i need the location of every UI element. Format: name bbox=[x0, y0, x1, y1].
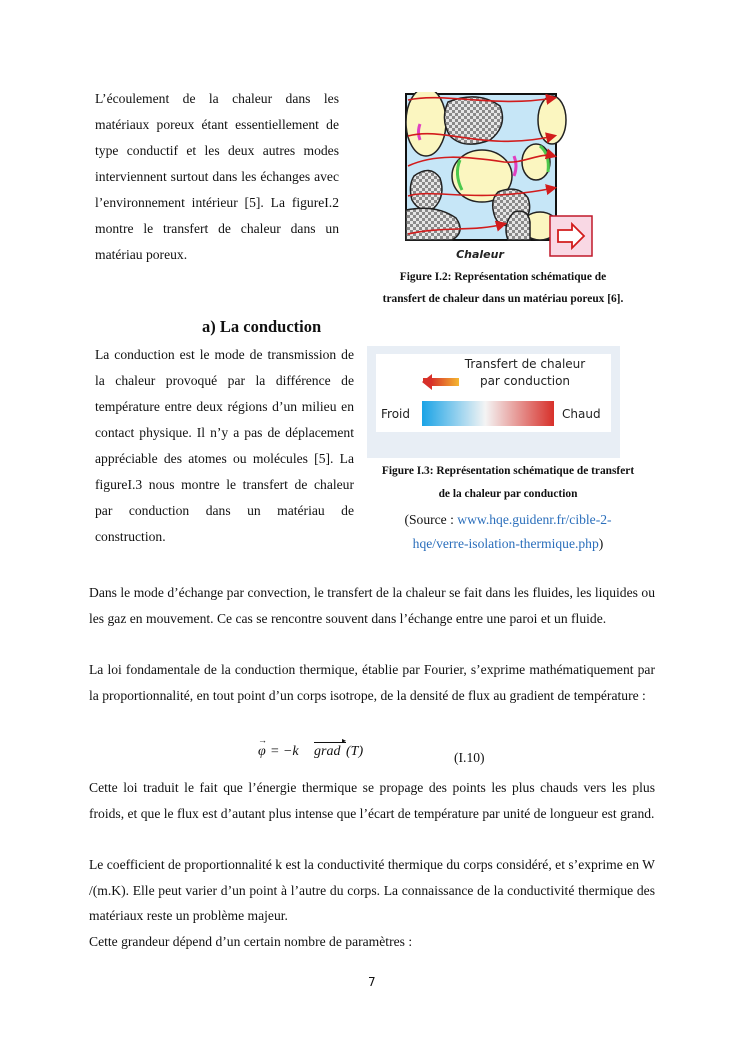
grad-arrow-icon: ▸ bbox=[342, 736, 347, 745]
chaleur-label: Chaleur bbox=[456, 248, 504, 260]
figure-porous-material bbox=[404, 92, 594, 260]
page-number: 7 bbox=[368, 975, 376, 989]
section-heading-conduction: a) La conduction bbox=[202, 317, 322, 336]
intro-paragraph: L’écoulement de la chaleur dans les matériaux poreux étant essentiellement de type conductif et les deux autres modes interviennent surtout dans les échanges avec l’environnement intérieur [5]. La figureI.2 montre le transfert de chaleur dans un matériau poreux. bbox=[95, 91, 339, 262]
conduction-paragraph: La conduction est le mode de transmission de la chaleur provoqué par la différence de température entre deux régions d’un milieu en contact physique. Il n’y a pas de déplacement appréciable des atomes ou molécules [5]. La figureI.3 nous montre le transfert de chaleur par conduction dans un matériau de construction. bbox=[95, 347, 354, 544]
paragraph-fourier-law: La loi fondamentale de la conduction thermique, établie par Fourier, s’exprime mathématiquement par la proportionnalité, en tout point d’un corps isotrope, de la densité de flux au gradient de température : bbox=[89, 662, 655, 703]
figure3-caption-line2: de la chaleur par conduction bbox=[438, 488, 578, 500]
vector-arrow-icon: → bbox=[258, 735, 267, 745]
figure2-caption-line1: Figure I.2: Représentation schématique de bbox=[399, 271, 607, 283]
source-prefix: (Source : bbox=[404, 512, 458, 527]
source-link-part2[interactable]: hqe/verre-isolation-thermique.php bbox=[412, 536, 599, 551]
froid-label: Froid bbox=[381, 407, 410, 421]
figure2-caption-line2: transfert de chaleur dans un matériau poreux [6]. bbox=[382, 293, 624, 305]
source-link-part1[interactable]: www.hqe.guidenr.fr/cible-2- bbox=[457, 512, 612, 527]
figure3-caption-line1: Figure I.3: Représentation schématique de transfert bbox=[381, 465, 635, 477]
porous-diagram bbox=[404, 92, 594, 260]
conduction-schematic bbox=[367, 346, 620, 458]
fig3-title-line2: par conduction bbox=[479, 374, 571, 388]
temperature-gradient-bar bbox=[422, 401, 554, 426]
paragraph-convection: Dans le mode d’échange par convection, le transfert de la chaleur se fait dans les fluides, les liquides ou les gaz en mouvement. Ce cas se rencontre souvent dans l’échange entre une paroi et un fluide. bbox=[89, 585, 655, 626]
equation-grad: grad bbox=[314, 744, 341, 759]
figure2-caption bbox=[370, 266, 636, 310]
figure-conduction-diagram bbox=[367, 346, 620, 458]
equation-equals: = −k bbox=[270, 744, 299, 759]
equation-phi: φ bbox=[258, 744, 266, 759]
figure3-caption bbox=[367, 460, 649, 506]
equation-number: (I.10) bbox=[454, 750, 485, 765]
paragraph-conductivity: Le coefficient de proportionnalité k est la conductivité thermique du corps considéré, et s’exprime en W /(m.K). Elle peut varier d’un point à l’autre du corps. La connaissance de la conductivité thermique des matériaux reste un problème majeur. bbox=[89, 857, 655, 924]
paragraph-energy-propagation: Cette loi traduit le fait que l’énergie thermique se propage des points les plus chauds vers les plus froids, et que le flux est d’autant plus intense que l’écart de température par unité de longueur est grand. bbox=[89, 780, 655, 821]
fig3-title-line1: Transfert de chaleur bbox=[464, 357, 586, 371]
paragraph-parameters: Cette grandeur dépend d’un certain nombre de paramètres : bbox=[89, 934, 413, 949]
figure3-source bbox=[367, 508, 649, 556]
source-suffix: ) bbox=[598, 536, 604, 551]
equation-fourier bbox=[258, 735, 378, 764]
chaud-label: Chaud bbox=[562, 407, 601, 421]
equation-arg: (T) bbox=[346, 744, 364, 759]
